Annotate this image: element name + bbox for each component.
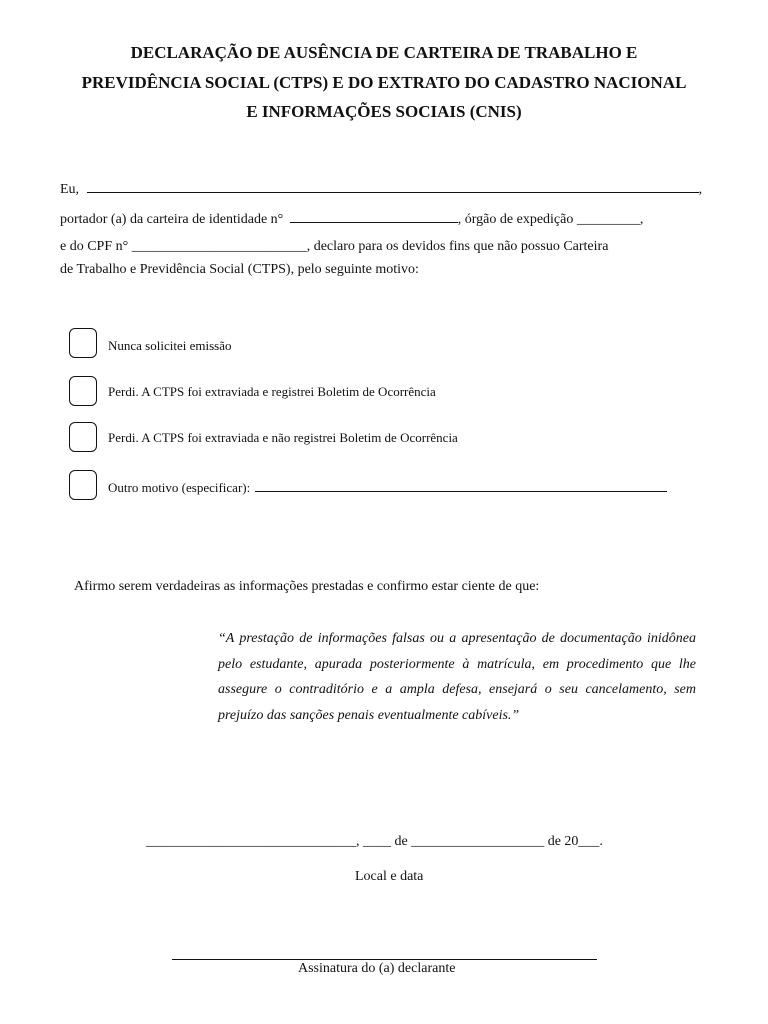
title-line-2: PREVIDÊNCIA SOCIAL (CTPS) E DO EXTRATO DO CADASTRO NACIONAL [81,72,687,92]
checkbox-never-requested[interactable] [69,328,97,358]
cpf-row-2 [60,262,709,278]
option-label-4 [108,479,667,496]
cpf-row [60,239,709,255]
affirm-text: Afirmo serem verdadeiras as informações prestadas e confirmo estar ciente de que: [74,579,540,594]
option-label-1: Nunca solicitei emissão [108,338,232,353]
other-reason-label: Outro motivo (especificar): [108,480,251,495]
portador-label: portador (a) da carteira de identidade n° [60,212,284,227]
cpf-label: e do CPF n° _________________________, declaro para os devidos fins que não possuo Carteira [60,239,609,254]
checkbox-other-reason[interactable] [69,470,97,500]
document-title [40,38,728,127]
local-data-label: Local e data [355,869,424,884]
name-field[interactable] [87,180,699,193]
name-comma: , [698,182,703,197]
orgao-label: , órgão de expedição _________, [457,212,644,227]
other-reason-field[interactable] [255,479,667,492]
signature-line[interactable] [172,959,597,960]
title-line-1: DECLARAÇÃO DE AUSÊNCIA DE CARTEIRA DE TRABALHO E [130,43,638,62]
option-label-2: Perdi. A CTPS foi extraviada e registrei Boletim de Ocorrência [108,384,436,399]
legal-quote: “A prestação de informações falsas ou a apresentação de documentação inidônea pelo estudante, apurada posteriormente à matrícula, em procedimento que lhe assegure o contraditório e a ampla defesa, ensejará o seu cancelamento, sem prejuízo das sanções penais eventualmente cabíveis.” [218,631,696,723]
signature-label: Assinatura do (a) declarante [298,961,456,976]
title-line-3: E INFORMAÇÕES SOCIAIS (CNIS) [246,102,522,121]
identity-row [60,210,709,228]
checkbox-lost-with-report[interactable] [69,376,97,406]
date-line: ______________________________, ____ de ___________________ de 20___. [146,834,603,849]
checkbox-lost-without-report[interactable] [69,422,97,452]
option-label-3: Perdi. A CTPS foi extraviada e não registrei Boletim de Ocorrência [108,430,458,445]
eu-label: Eu, [60,182,80,197]
cpf-line2: de Trabalho e Previdência Social (CTPS), pelo seguinte motivo: [60,262,419,277]
identity-number-field[interactable] [290,210,458,223]
name-row [60,180,709,198]
